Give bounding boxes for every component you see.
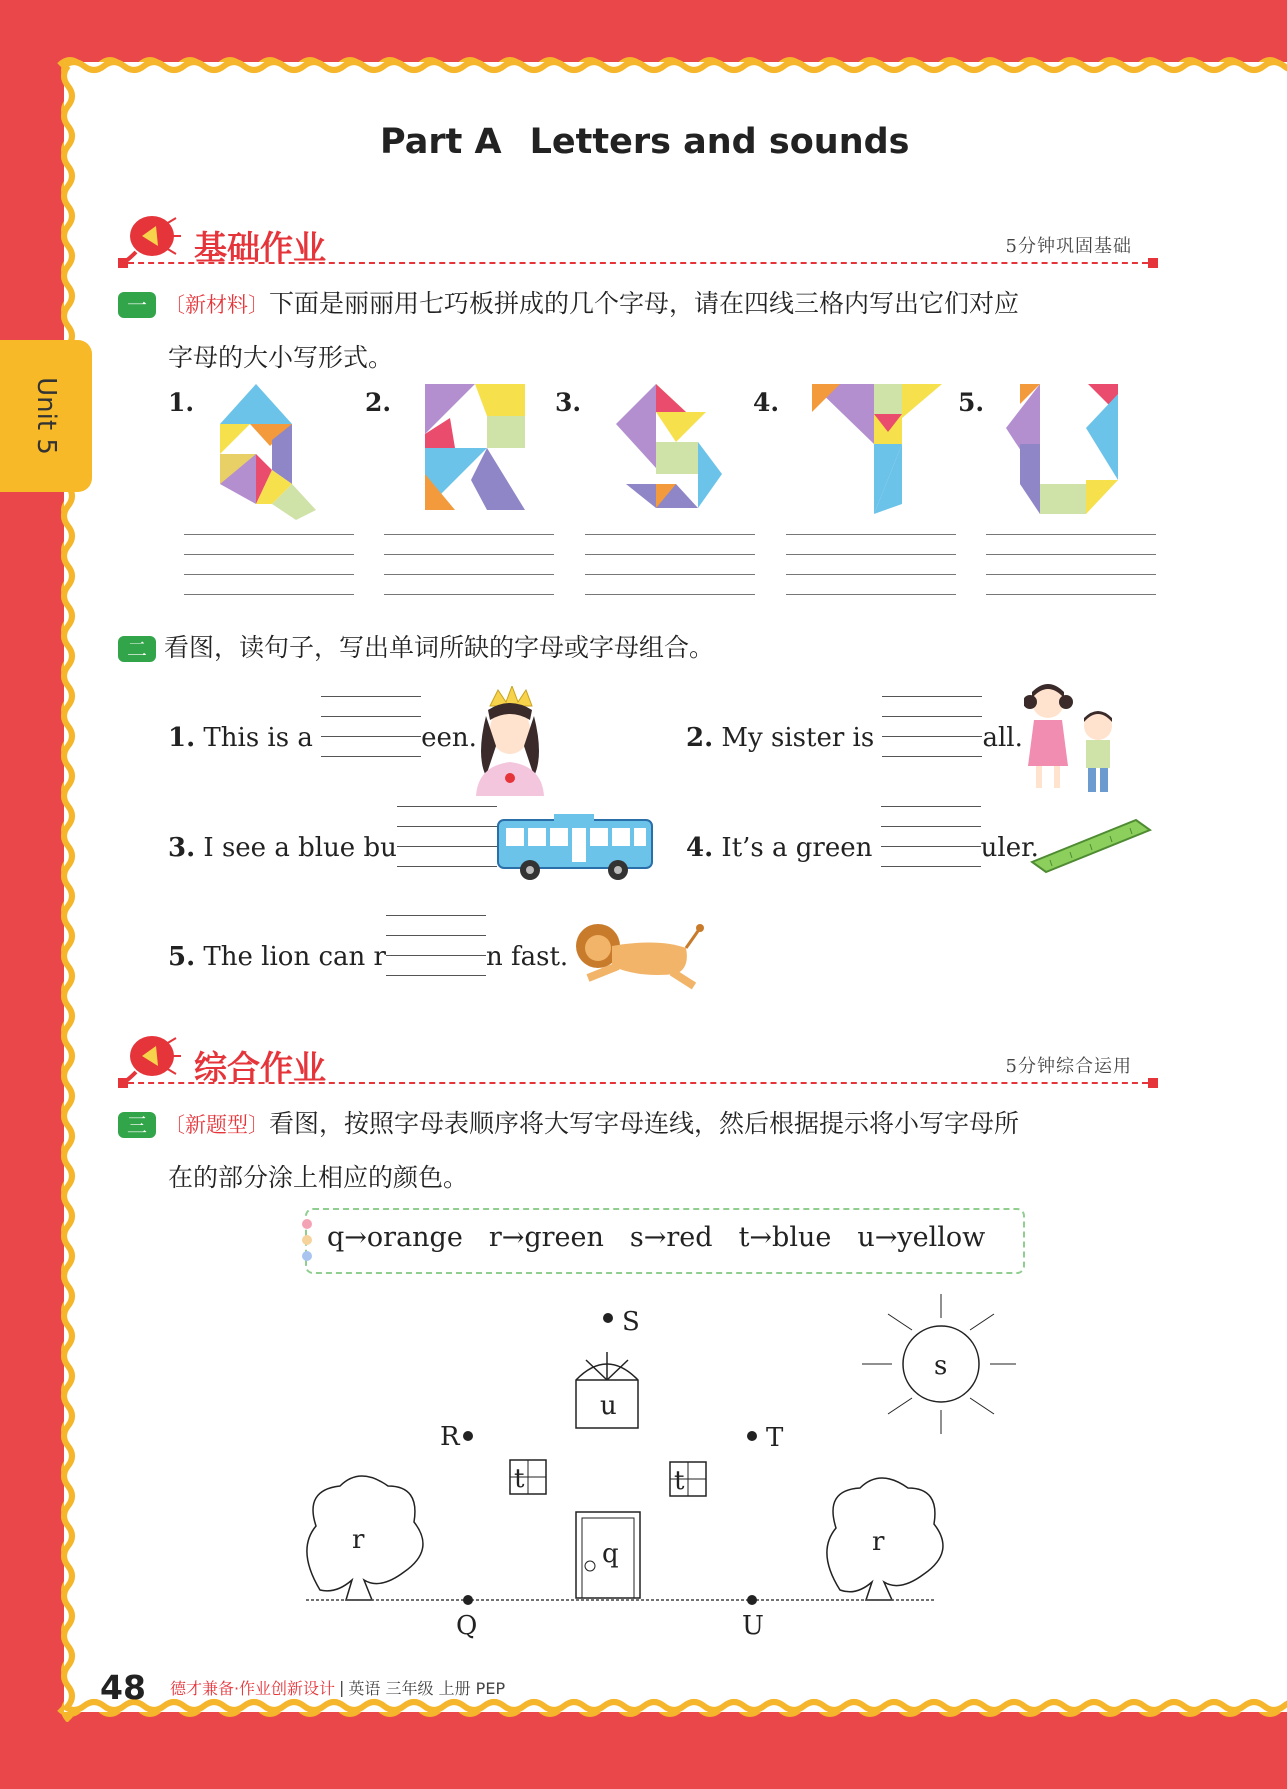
tangram-num-3: 3. bbox=[555, 388, 582, 417]
section-divider bbox=[118, 262, 1158, 264]
dot-label-r: R bbox=[440, 1422, 460, 1452]
writing-lines-1[interactable] bbox=[184, 534, 354, 596]
section-basic-label: 基础作业 bbox=[194, 228, 326, 267]
sentence-text: uler. bbox=[980, 833, 1039, 863]
door-letter: q bbox=[602, 1539, 619, 1569]
sentence-2 bbox=[686, 723, 1023, 753]
page-number: 48 bbox=[100, 1668, 146, 1707]
tree-left bbox=[307, 1476, 423, 1600]
blank-field[interactable] bbox=[321, 726, 421, 746]
sentence-text: This is a bbox=[203, 723, 322, 753]
tree-right-letter: r bbox=[872, 1527, 885, 1557]
sentence-text: all. bbox=[982, 723, 1023, 753]
blank-field[interactable] bbox=[881, 836, 981, 856]
unit-side-tab bbox=[0, 340, 92, 492]
tree-left-letter: r bbox=[352, 1525, 365, 1555]
section-comprehensive-header bbox=[118, 1032, 1158, 1102]
question-tag: 〔新材料〕 bbox=[164, 293, 269, 317]
running-lion-image bbox=[568, 920, 704, 992]
question-badge: 二 bbox=[118, 636, 156, 662]
tangram-letter-r-image bbox=[425, 384, 530, 514]
sentence-text: n fast. bbox=[485, 942, 569, 972]
queen-image bbox=[468, 686, 553, 796]
tangram-num-5: 5. bbox=[958, 388, 985, 417]
sun-image bbox=[862, 1294, 1016, 1434]
dot-s[interactable] bbox=[603, 1313, 613, 1323]
unit-tab-label: Unit 5 bbox=[31, 377, 61, 455]
sentence-num: 2. bbox=[686, 723, 714, 753]
tangram-letter-t-image bbox=[812, 384, 947, 519]
title-name: Letters and sounds bbox=[529, 122, 910, 162]
tangram-num-2: 2. bbox=[365, 388, 392, 417]
blank-field[interactable] bbox=[386, 945, 486, 965]
page-title bbox=[380, 122, 910, 162]
question-badge: 三 bbox=[118, 1112, 156, 1138]
sentence-num: 3. bbox=[168, 833, 196, 863]
dot-label-u: U bbox=[742, 1611, 764, 1641]
color-key-item: u→yellow bbox=[857, 1222, 986, 1253]
section-basic-header bbox=[118, 212, 1158, 282]
question-2-text bbox=[118, 626, 714, 670]
writing-lines-5[interactable] bbox=[986, 534, 1156, 596]
dot-q[interactable] bbox=[463, 1595, 473, 1605]
arch-letter: u bbox=[600, 1391, 617, 1421]
sentence-4 bbox=[686, 833, 1039, 863]
divider-dot bbox=[1148, 258, 1158, 268]
question-1-line2: 字母的大小写形式。 bbox=[168, 343, 394, 372]
section-basic-note: 5分钟巩固基础 bbox=[1005, 236, 1132, 257]
color-key-item: r→green bbox=[488, 1222, 604, 1253]
tree-right bbox=[827, 1478, 943, 1600]
blank-field[interactable] bbox=[397, 836, 497, 856]
dot-label-q: Q bbox=[456, 1611, 478, 1641]
question-1-text bbox=[118, 282, 1019, 327]
green-ruler-image bbox=[1030, 816, 1152, 874]
question-2-instruction: 看图，读句子，写出单词所缺的字母或字母组合。 bbox=[164, 633, 715, 662]
tangram-num-4: 4. bbox=[753, 388, 780, 417]
color-key-item: q→orange bbox=[327, 1222, 463, 1253]
question-3-line2: 在的部分涂上相应的颜色。 bbox=[168, 1163, 469, 1192]
section-comprehensive-label: 综合作业 bbox=[194, 1048, 326, 1087]
sun-letter: s bbox=[934, 1351, 948, 1381]
tangram-num-1: 1. bbox=[168, 388, 195, 417]
tangram-letter-u-image bbox=[1006, 384, 1124, 516]
dot-label-s: S bbox=[622, 1307, 640, 1337]
divider-dot bbox=[118, 1078, 128, 1088]
writing-lines-4[interactable] bbox=[786, 534, 956, 596]
sentence-3 bbox=[168, 833, 505, 863]
divider-dot bbox=[118, 258, 128, 268]
question-3-line1: 看图，按照字母表顺序将大写字母连线，然后根据提示将小写字母所 bbox=[269, 1109, 1020, 1138]
divider-dot bbox=[1148, 1078, 1158, 1088]
title-part: Part A bbox=[380, 122, 502, 162]
sentence-num: 5. bbox=[168, 942, 196, 972]
sentence-text: It’s a green bbox=[721, 833, 881, 863]
question-1-line1: 下面是丽丽用七巧板拼成的几个字母，请在四线三格内写出它们对应 bbox=[269, 289, 1020, 318]
bead-decoration-icon bbox=[299, 1218, 315, 1262]
blank-field[interactable] bbox=[882, 726, 982, 746]
color-key-item: s→red bbox=[629, 1222, 713, 1253]
writing-lines-2[interactable] bbox=[384, 534, 554, 596]
connect-dots-picture[interactable] bbox=[300, 1290, 1040, 1650]
color-key-box bbox=[305, 1208, 1025, 1274]
color-key-item: t→blue bbox=[738, 1222, 832, 1253]
window-right-letter: t bbox=[674, 1466, 685, 1496]
sentence-5 bbox=[168, 942, 568, 972]
tall-sister-and-boy-image bbox=[1024, 680, 1124, 798]
tangram-letter-q-image bbox=[220, 384, 335, 520]
writing-lines-3[interactable] bbox=[585, 534, 755, 596]
question-tag: 〔新题型〕 bbox=[164, 1113, 269, 1137]
color-key-text bbox=[327, 1222, 1011, 1253]
question-3-text bbox=[118, 1102, 1019, 1147]
footer-brand: 德才兼备·作业创新设计 bbox=[169, 1679, 336, 1698]
sentence-text: een. bbox=[421, 723, 477, 753]
sentence-text: I see a blue bu bbox=[203, 833, 397, 863]
dot-u[interactable] bbox=[747, 1595, 757, 1605]
dot-r[interactable] bbox=[463, 1431, 473, 1441]
sentence-num: 4. bbox=[686, 833, 714, 863]
section-comprehensive-note: 5分钟综合运用 bbox=[1005, 1056, 1132, 1077]
sentence-text: My sister is bbox=[721, 723, 883, 753]
sentence-num: 1. bbox=[168, 723, 196, 753]
section-divider bbox=[118, 1082, 1158, 1084]
window-left-letter: t bbox=[514, 1464, 525, 1494]
page-footer bbox=[100, 1668, 505, 1707]
tangram-letter-s-image bbox=[616, 384, 726, 514]
dot-label-t: T bbox=[766, 1423, 784, 1453]
dot-t[interactable] bbox=[747, 1431, 757, 1441]
footer-separator: | bbox=[339, 1678, 345, 1697]
question-badge: 一 bbox=[118, 292, 156, 318]
blue-bus-image bbox=[494, 814, 660, 882]
sentence-text: The lion can r bbox=[203, 942, 386, 972]
footer-book-info: 英语 三年级 上册 PEP bbox=[348, 1679, 506, 1698]
sentence-1 bbox=[168, 723, 477, 753]
